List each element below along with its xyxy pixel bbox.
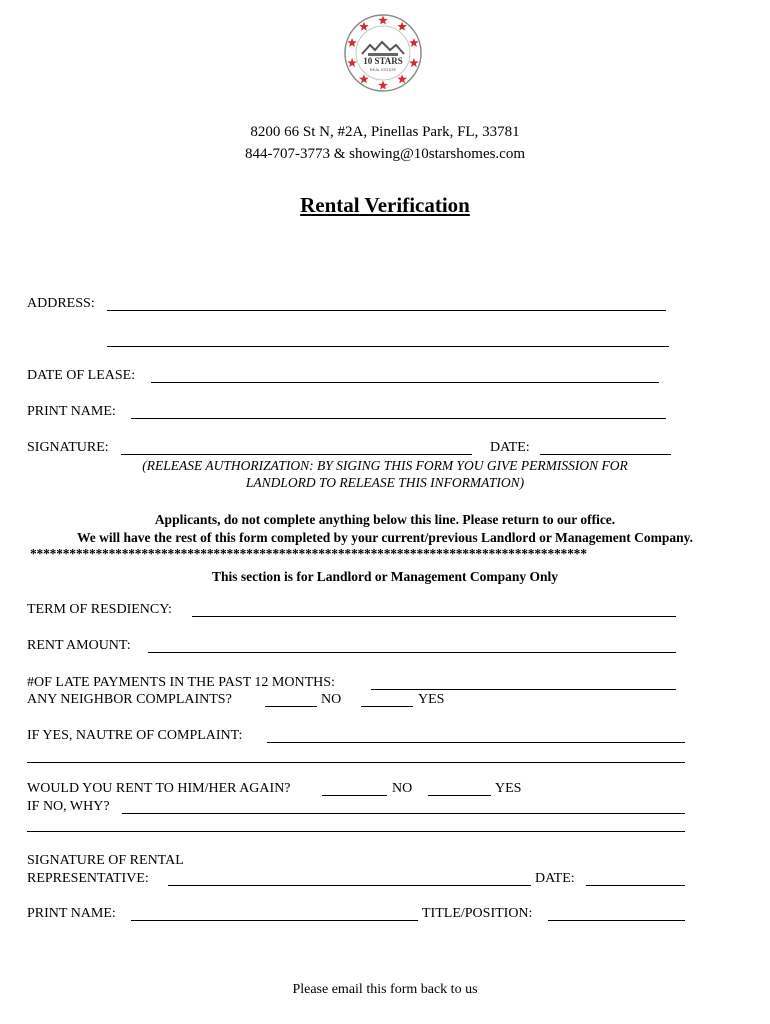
sig-rep-date-line[interactable] <box>586 885 685 886</box>
if-no-why-line[interactable] <box>122 813 685 814</box>
complaints-yes-line[interactable] <box>361 706 413 707</box>
footer-note: Please email this form back to us <box>292 982 478 997</box>
title-position-line[interactable] <box>548 920 685 921</box>
rent-amount-label: RENT AMOUNT: <box>27 638 131 653</box>
address-label: ADDRESS: <box>27 296 95 311</box>
rent-amount-line[interactable] <box>148 652 676 653</box>
address-line[interactable] <box>107 310 666 311</box>
late-payments-line[interactable] <box>371 689 676 690</box>
sig-rep-label-1: SIGNATURE OF RENTAL <box>27 853 184 868</box>
complaints-yes-label: YES <box>418 692 445 707</box>
signature-label: SIGNATURE: <box>27 440 109 455</box>
notice-line-1: Applicants, do not complete anything below this line. Please return to our office. <box>154 512 616 527</box>
date-line[interactable] <box>540 454 671 455</box>
rent-again-no-label: NO <box>392 781 413 796</box>
nature-line-2[interactable] <box>27 762 685 763</box>
rent-again-no-line[interactable] <box>322 795 387 796</box>
company-logo <box>342 12 424 94</box>
rent-again-label: WOULD YOU RENT TO HIM/HER AGAIN? <box>27 781 291 796</box>
rent-again-yes-label: YES <box>495 781 522 796</box>
nature-label: IF YES, NAUTRE OF COMPLAINT: <box>27 728 243 743</box>
sig-rep-line[interactable] <box>168 885 531 886</box>
header-contact: 844-707-3773 & showing@10starshomes.com <box>244 146 526 162</box>
date-of-lease-line[interactable] <box>151 382 659 383</box>
print-name-line[interactable] <box>131 418 666 419</box>
logo-text: 10 STARS <box>363 56 403 66</box>
header-address: 8200 66 St N, #2A, Pinellas Park, FL, 33781 <box>250 124 520 140</box>
date-of-lease-label: DATE OF LEASE: <box>27 368 136 383</box>
sig-rep-date-label: DATE: <box>535 871 575 886</box>
rent-again-yes-line[interactable] <box>428 795 491 796</box>
if-no-why-label: IF NO, WHY? <box>27 799 110 814</box>
late-payments-label: #OF LATE PAYMENTS IN THE PAST 12 MONTHS: <box>27 675 335 690</box>
sig-rep-label-2: REPRESENTATIVE: <box>27 871 149 886</box>
term-label: TERM OF RESDIENCY: <box>27 602 172 617</box>
address-line-2[interactable] <box>107 346 669 347</box>
notice-line-2: We will have the rest of this form completed by your current/previous Landlord or Management Company. <box>77 530 693 545</box>
nature-line[interactable] <box>267 742 685 743</box>
complaints-label: ANY NEIGHBOR COMPLAINTS? <box>27 692 232 707</box>
landlord-heading: This section is for Landlord or Management Company Only <box>211 569 559 584</box>
if-no-why-line-2[interactable] <box>27 831 685 832</box>
print-name-label: PRINT NAME: <box>27 404 116 419</box>
term-line[interactable] <box>192 616 676 617</box>
complaints-no-label: NO <box>321 692 342 707</box>
title-position-label: TITLE/POSITION: <box>422 906 533 921</box>
logo-subtext: REAL ESTATE <box>369 67 397 72</box>
complaints-no-line[interactable] <box>265 706 317 707</box>
rep-print-name-line[interactable] <box>131 920 418 921</box>
separator-stars: ************************************************************************************* <box>30 546 587 561</box>
page-title: Rental Verification <box>300 193 470 217</box>
date-label: DATE: <box>490 440 530 455</box>
signature-line[interactable] <box>121 454 472 455</box>
release-line-1: (RELEASE AUTHORIZATION: BY SIGING THIS FORM YOU GIVE PERMISSION FOR <box>142 458 628 473</box>
release-line-2: LANDLORD TO RELEASE THIS INFORMATION) <box>245 475 525 490</box>
rep-print-name-label: PRINT NAME: <box>27 906 116 921</box>
